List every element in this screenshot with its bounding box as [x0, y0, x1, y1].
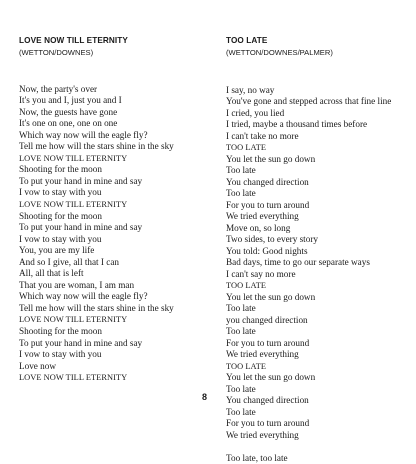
lyric-line: I can't take no more: [226, 131, 412, 143]
lyric-line: You let the sun go down: [226, 292, 412, 304]
lyric-line: Which way now will the eagle fly?: [19, 130, 219, 142]
lyric-line: To put your hand in mine and say: [19, 176, 219, 188]
lyric-line: We tried everything: [226, 430, 412, 442]
lyric-line: LOVE NOW TILL ETERNITY: [19, 153, 219, 165]
lyric-line: For you to turn around: [226, 338, 412, 350]
lyric-line: You let the sun go down: [226, 154, 412, 166]
lyric-line: You told: Good nights: [226, 246, 412, 258]
lyric-line: [19, 72, 219, 84]
lyric-line: TOO LATE: [226, 280, 412, 292]
song-title-love-now-till-eternity: LOVE NOW TILL ETERNITY: [19, 36, 128, 45]
lyric-line: I tried, maybe a thousand times before: [226, 119, 412, 131]
lyric-line: To put your hand in mine and say: [19, 338, 219, 350]
lyric-line: Move on, so long: [226, 223, 412, 235]
lyric-line: LOVE NOW TILL ETERNITY: [19, 314, 219, 326]
lyric-line: For you to turn around: [226, 418, 412, 430]
page-number: 8: [202, 392, 207, 402]
lyric-line: You changed direction: [226, 177, 412, 189]
lyric-line: It's you and I, just you and I: [19, 95, 219, 107]
lyric-line: You let the sun go down: [226, 372, 412, 384]
lyric-line: TOO LATE: [226, 361, 412, 373]
lyric-line: LOVE NOW TILL ETERNITY: [19, 372, 219, 384]
lyric-line: That you are woman, I am man: [19, 280, 219, 292]
lyric-line: Two sides, to every story: [226, 234, 412, 246]
lyric-line: you changed direction: [226, 315, 412, 327]
lyric-line: You've gone and stepped across that fine line: [226, 96, 412, 108]
lyric-line: Too late, too late: [226, 453, 412, 464]
song-credits-left: (WETTON/DOWNES): [19, 48, 93, 57]
lyrics-too-late: [226, 73, 412, 464]
lyric-line: It's one on one, one on one: [19, 118, 219, 130]
song-title-too-late: TOO LATE: [226, 36, 267, 45]
lyric-line: And so I give, all that I can: [19, 257, 219, 269]
lyric-line: TOO LATE: [226, 142, 412, 154]
lyric-line: Shooting for the moon: [19, 211, 219, 223]
lyric-line: Too late: [226, 188, 412, 200]
lyric-line: Too late: [226, 326, 412, 338]
lyric-line: [226, 441, 412, 453]
lyric-line: [226, 73, 412, 85]
lyric-line: LOVE NOW TILL ETERNITY: [19, 199, 219, 211]
lyric-line: We tried everything: [226, 349, 412, 361]
lyric-line: Bad days, time to go our separate ways: [226, 257, 412, 269]
lyric-line: I cried, you lied: [226, 108, 412, 120]
lyric-line: All, all that is left: [19, 268, 219, 280]
lyric-line: Too late: [226, 407, 412, 419]
lyric-line: For you to turn around: [226, 200, 412, 212]
lyric-line: I vow to stay with you: [19, 234, 219, 246]
lyric-line: Too late: [226, 303, 412, 315]
lyric-line: Which way now will the eagle fly?: [19, 291, 219, 303]
lyric-line: To put your hand in mine and say: [19, 222, 219, 234]
lyric-line: Too late: [226, 165, 412, 177]
lyric-line: Now, the guests have gone: [19, 107, 219, 119]
lyric-line: I say, no way: [226, 85, 412, 97]
lyric-line: Shooting for the moon: [19, 164, 219, 176]
lyric-line: We tried everything: [226, 211, 412, 223]
lyric-line: I vow to stay with you: [19, 349, 219, 361]
lyric-line: Tell me how will the stars shine in the sky: [19, 303, 219, 315]
lyrics-love-now-till-eternity: [19, 72, 219, 384]
lyric-line: I vow to stay with you: [19, 187, 219, 199]
lyric-line: Tell me how will the stars shine in the sky: [19, 141, 219, 153]
lyric-line: I can't say no more: [226, 269, 412, 281]
lyric-line: Too late: [226, 384, 412, 396]
lyric-line: Love now: [19, 361, 219, 373]
lyric-line: You changed direction: [226, 395, 412, 407]
lyric-line: You, you are my life: [19, 245, 219, 257]
lyric-line: Now, the party's over: [19, 84, 219, 96]
lyric-line: Shooting for the moon: [19, 326, 219, 338]
song-credits-right: (WETTON/DOWNES/PALMER): [226, 48, 333, 57]
